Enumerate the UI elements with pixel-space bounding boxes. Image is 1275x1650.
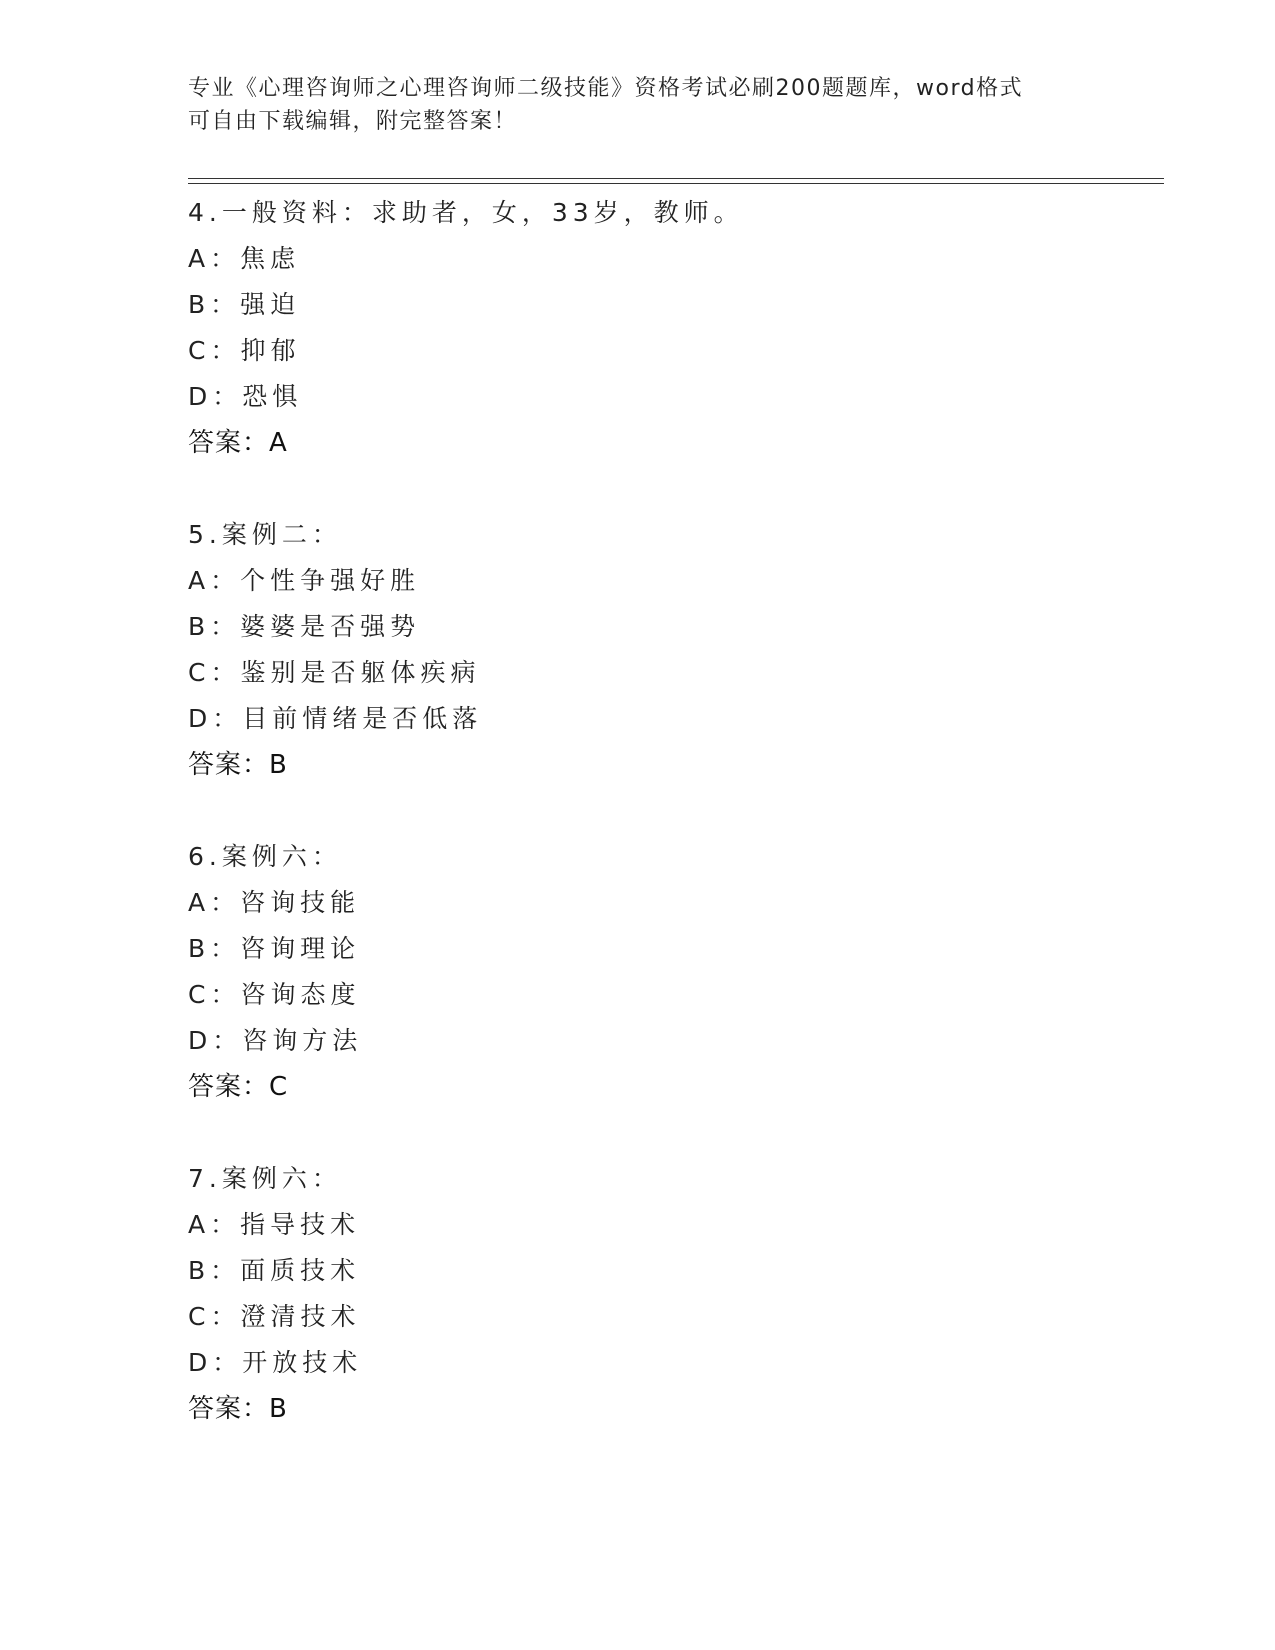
option-b: B：面质技术 xyxy=(188,1256,361,1285)
question-7 xyxy=(188,1156,1148,1432)
question-stem: 7.案例六： xyxy=(188,1164,342,1193)
header-divider-bottom xyxy=(188,183,1164,184)
answer-line: 答案：A xyxy=(188,428,288,458)
question-4 xyxy=(188,190,1148,466)
option-b: B：咨询理论 xyxy=(188,934,361,963)
question-stem: 5.案例二： xyxy=(188,520,342,549)
option-a: A：焦虑 xyxy=(188,244,301,273)
header-line-1: 专业《心理咨询师之心理咨询师二级技能》资格考试必刷200题题库，word格式 xyxy=(188,76,1024,101)
option-d: D：目前情绪是否低落 xyxy=(188,704,483,733)
option-d: D：恐惧 xyxy=(188,382,303,411)
document-header xyxy=(188,72,1088,138)
answer-line: 答案：B xyxy=(188,750,288,780)
header-divider-top xyxy=(188,178,1164,179)
question-list xyxy=(188,190,1148,1478)
option-c: C：澄清技术 xyxy=(188,1302,361,1331)
option-a: A：咨询技能 xyxy=(188,888,361,917)
option-c: C：鉴别是否躯体疾病 xyxy=(188,658,481,687)
option-d: D：咨询方法 xyxy=(188,1026,363,1055)
answer-line: 答案：B xyxy=(188,1394,288,1424)
question-stem: 4.一般资料：求助者，女，33岁，教师。 xyxy=(188,198,744,227)
option-c: C：咨询态度 xyxy=(188,980,361,1009)
question-5 xyxy=(188,512,1148,788)
option-b: B：婆婆是否强势 xyxy=(188,612,421,641)
header-line-2: 可自由下载编辑，附完整答案！ xyxy=(188,109,518,134)
option-d: D：开放技术 xyxy=(188,1348,363,1377)
option-a: A：指导技术 xyxy=(188,1210,361,1239)
option-a: A：个性争强好胜 xyxy=(188,566,421,595)
question-stem: 6.案例六： xyxy=(188,842,342,871)
question-6 xyxy=(188,834,1148,1110)
option-b: B：强迫 xyxy=(188,290,301,319)
answer-line: 答案：C xyxy=(188,1072,289,1102)
option-c: C：抑郁 xyxy=(188,336,301,365)
